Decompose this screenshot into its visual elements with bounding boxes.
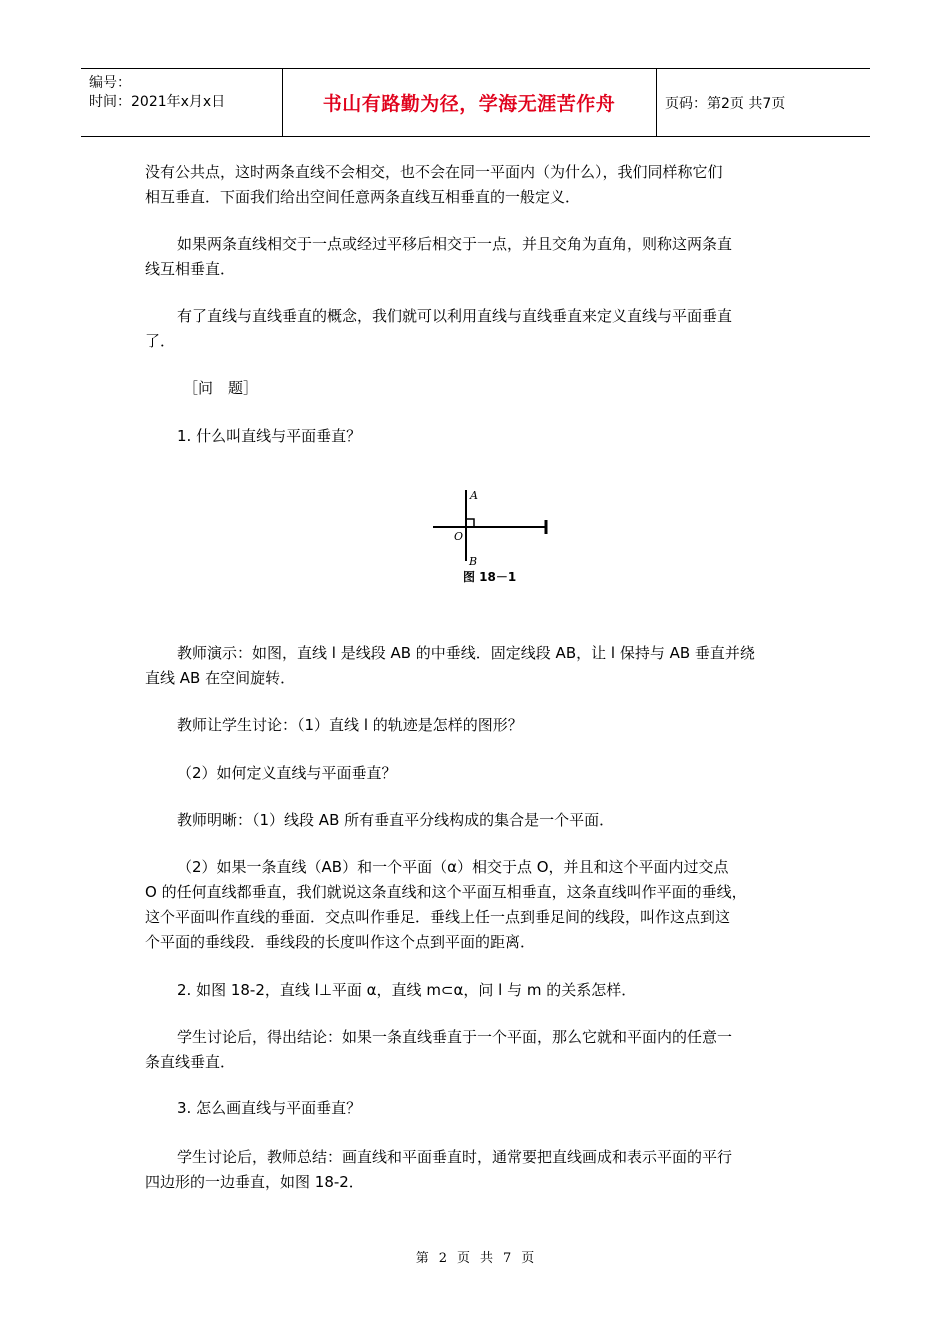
time-label: 时间：2021年x月x日	[89, 94, 226, 110]
figure-18-1	[425, 485, 555, 594]
section-heading: ［问 题］	[183, 379, 259, 397]
text-line: O 的任何直线都垂直，我们就说这条直线和这个平面互相垂直，这条直线叫作平面的垂线，	[145, 883, 747, 901]
paragraph	[145, 1145, 732, 1195]
text-line: 个平面的垂线段．垂线段的长度叫作这个点到平面的距离．	[145, 933, 536, 951]
paragraph	[145, 304, 732, 354]
perpendicular-diagram	[425, 485, 555, 590]
label-a: A	[470, 489, 478, 502]
text-line: 四边形的一边垂直，如图 18-2．	[145, 1173, 364, 1191]
text-line: 学生讨论后，教师总结：画直线和平面垂直时，通常要把直线画成和表示平面的平行	[177, 1148, 733, 1166]
question-1: 1. 什么叫直线与平面垂直？	[177, 427, 362, 445]
footer-word: 页	[521, 1251, 535, 1266]
page-info: 页码：第2页 共7页	[665, 95, 786, 112]
question-3: 3. 怎么画直线与平面垂直？	[177, 1099, 362, 1117]
question-2: 2. 如图 18-2，直线 l⊥平面 α，直线 m⊂α，问 l 与 m 的关系怎样．	[177, 981, 637, 999]
text-line: 没有公共点，这时两条直线不会相交，也不会在同一平面内（为什么），我们同样称它们	[145, 163, 723, 181]
footer-page-number: 2	[438, 1251, 447, 1266]
paragraph	[145, 160, 723, 210]
text-line: 直线 AB 在空间旋转．	[145, 669, 296, 687]
paragraph	[145, 855, 747, 955]
label-o: O	[454, 530, 464, 543]
text-line: 学生讨论后，得出结论：如果一条直线垂直于一个平面，那么它就和平面内的任意一	[177, 1028, 733, 1046]
right-angle-mark	[466, 519, 474, 527]
footer-total-pages: 7	[503, 1251, 512, 1266]
footer-word: 页	[456, 1251, 470, 1266]
paragraph	[145, 232, 732, 282]
text-line: （2）如果一条直线（AB）和一个平面（α）相交于点 O，并且和这个平面内过交点	[177, 858, 729, 876]
paragraph: （2）如何定义直线与平面垂直？	[177, 764, 397, 782]
footer-word: 第	[415, 1251, 429, 1266]
text-line: 这个平面叫作直线的垂面．交点叫作垂足．垂线上任一点到垂足间的线段，叫作这点到这	[145, 908, 731, 926]
text-line: 线互相垂直．	[145, 260, 236, 278]
text-line: 了．	[145, 332, 176, 350]
number-label: 编号：	[89, 75, 131, 91]
label-b: B	[469, 555, 478, 568]
text-line: 教师演示：如图，直线 l 是线段 AB 的中垂线．固定线段 AB，让 l 保持与 AB 垂直并绕	[177, 644, 755, 662]
text-line: 如果两条直线相交于一点或经过平移后相交于一点，并且交角为直角，则称这两条直	[177, 235, 733, 253]
figure-caption: 图 18－1	[463, 570, 517, 584]
header-left-cell	[81, 69, 283, 136]
motto: 书山有路勤为径，学海无涯苦作舟	[282, 69, 657, 136]
text-line: 条直线垂直．	[145, 1053, 236, 1071]
footer-word: 共	[480, 1251, 494, 1266]
paragraph: 教师明晰：（1）线段 AB 所有垂直平分线构成的集合是一个平面．	[177, 811, 615, 829]
page-header	[81, 68, 870, 137]
text-line: 相互垂直．下面我们给出空间任意两条直线互相垂直的一般定义．	[145, 188, 581, 206]
paragraph	[145, 1025, 732, 1075]
paragraph	[145, 641, 755, 691]
text-line: 有了直线与直线垂直的概念，我们就可以利用直线与直线垂直来定义直线与平面垂直	[177, 307, 733, 325]
paragraph: 教师让学生讨论：（1）直线 l 的轨迹是怎样的图形？	[177, 716, 523, 734]
page-footer	[0, 1247, 950, 1266]
